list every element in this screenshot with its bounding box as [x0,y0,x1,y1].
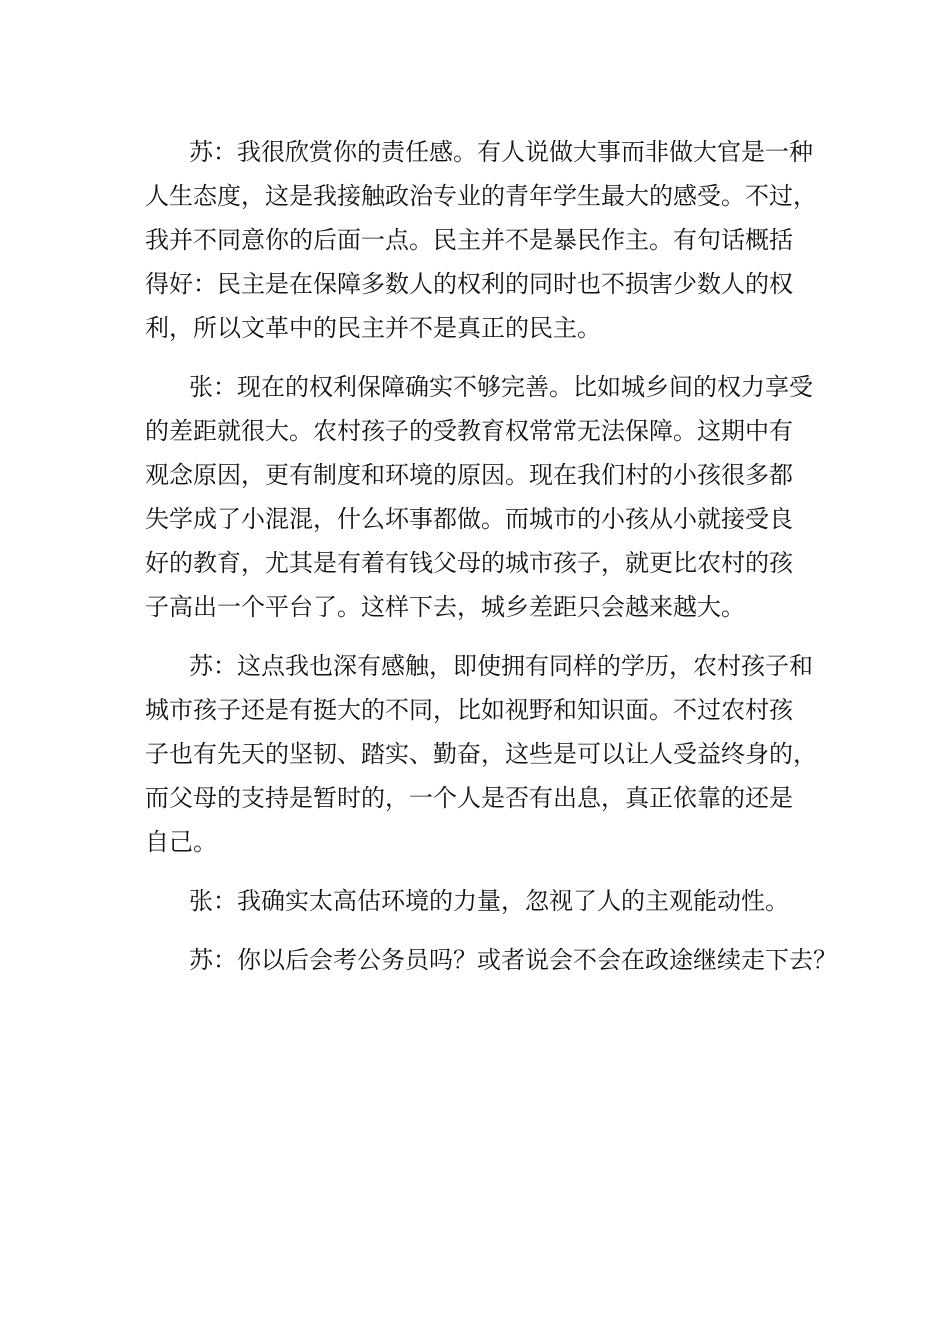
text-line: 苏：我很欣赏你的责任感。有人说做大事而非做大官是一种 [189,138,813,166]
text-line: 苏：你以后会考公务员吗？或者说会不会在政途继续走下去？ [189,946,837,974]
text-line: 子也有先天的坚韧、踏实、勤奋，这些是可以让人受益终身的， [145,740,817,768]
text-line: 城市孩子还是有挺大的不同，比如视野和知识面。不过农村孩 [145,696,793,724]
text-line: 自己。 [145,828,217,856]
text-line: 好的教育，尤其是有着有钱父母的城市孩子，就更比农村的孩 [145,549,793,577]
document-body [145,130,837,997]
text-line: 的差距就很大。农村孩子的受教育权常常无法保障。这期中有 [145,417,793,445]
paragraph-zhang-1 [145,365,813,629]
paragraph-zhang-2 [145,879,813,923]
text-line: 利，所以文革中的民主并不是真正的民主。 [145,314,601,342]
text-line: 张：现在的权利保障确实不够完善。比如城乡间的权力享受 [189,373,813,401]
text-line: 失学成了小混混，什么坏事都做。而城市的小孩从小就接受良 [145,505,793,533]
paragraph-su-3 [145,938,837,982]
paragraph-su-1 [145,130,817,350]
text-line: 我并不同意你的后面一点。民主并不是暴民作主。有句话概括 [145,226,793,254]
text-line: 张：我确实太高估环境的力量，忽视了人的主观能动性。 [189,887,789,915]
text-line: 苏：这点我也深有感触，即使拥有同样的学历，农村孩子和 [189,652,813,680]
text-line: 子高出一个平台了。这样下去，城乡差距只会越来越大。 [145,593,745,621]
text-line: 而父母的支持是暂时的，一个人是否有出息，真正依靠的还是 [145,784,793,812]
text-line: 得好：民主是在保障多数人的权利的同时也不损害少数人的权 [145,270,793,298]
paragraph-su-2 [145,644,817,864]
text-line: 观念原因，更有制度和环境的原因。现在我们村的小孩很多都 [145,461,793,489]
text-line: 人生态度，这是我接触政治专业的青年学生最大的感受。不过， [145,182,817,210]
